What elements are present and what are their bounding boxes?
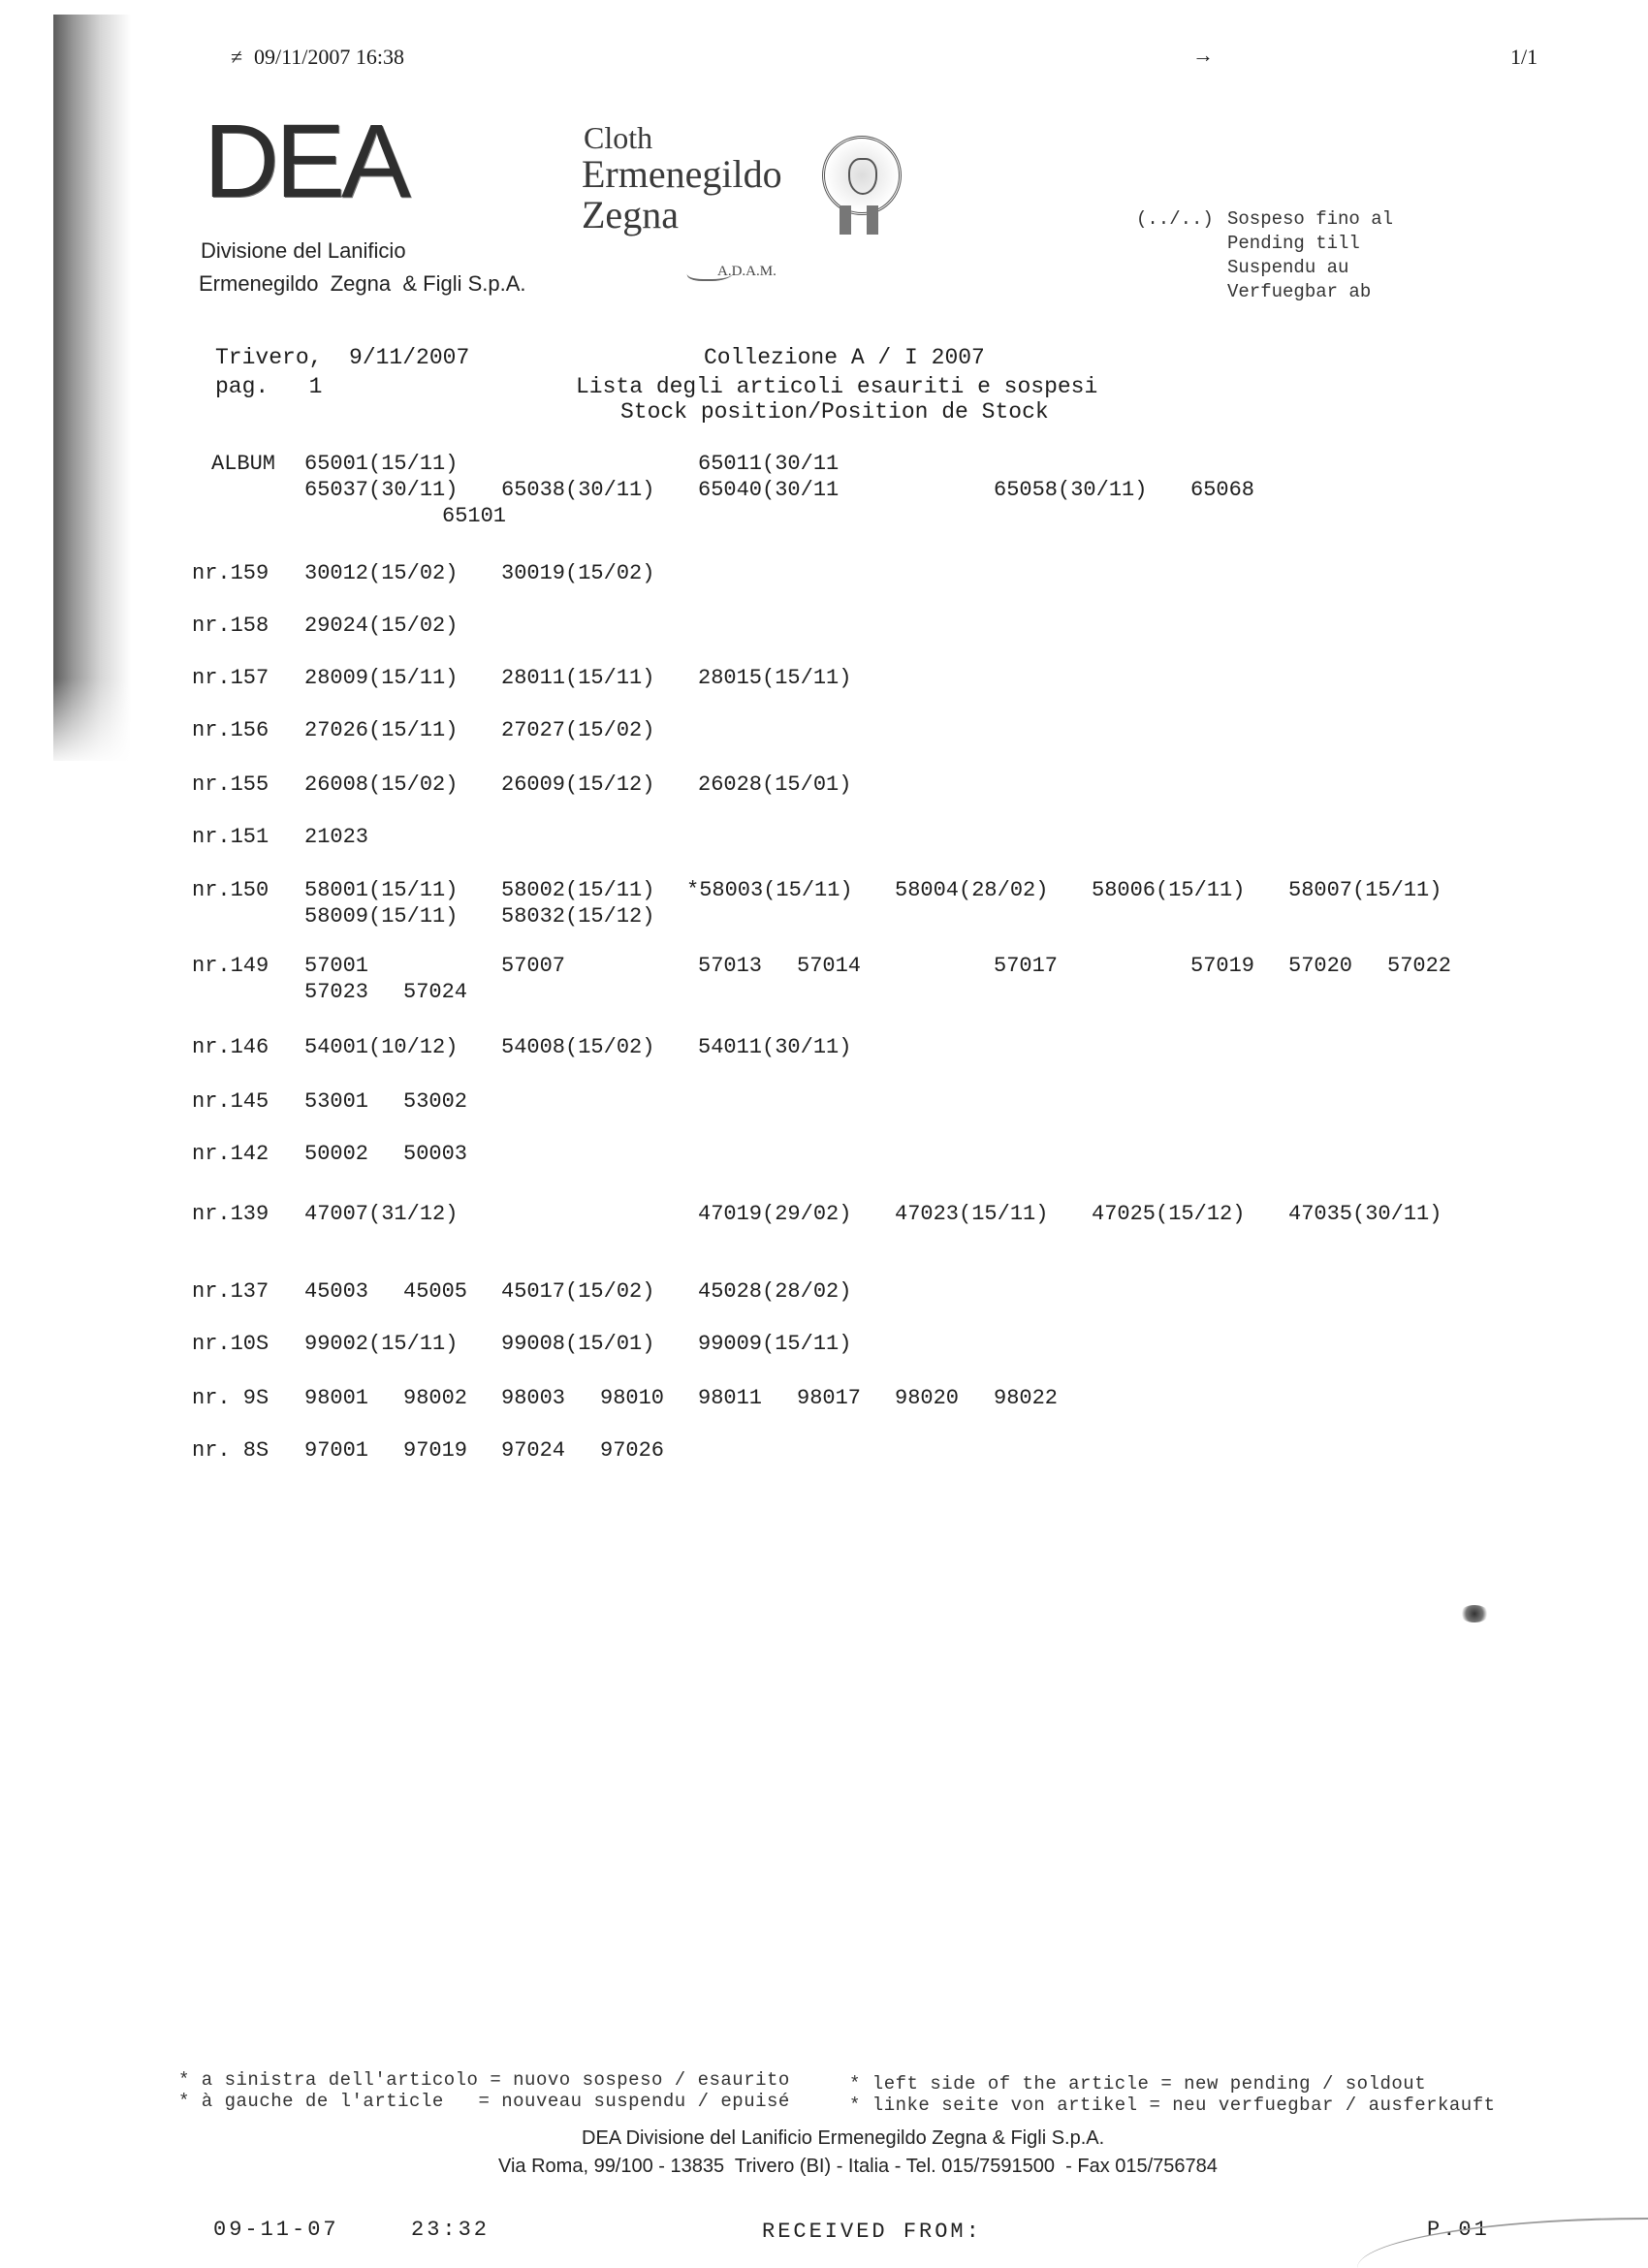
article-code: 57019 — [1190, 954, 1255, 978]
legend-line: Suspendu au — [1227, 257, 1349, 278]
article-code: 45003 — [304, 1279, 369, 1304]
row-label: nr.151 — [192, 825, 269, 849]
row-label: nr.150 — [192, 878, 269, 902]
fax-footer-date: 09-11-07 — [213, 2218, 339, 2242]
article-code: 47019(29/02) — [698, 1202, 852, 1226]
row-label: nr.137 — [192, 1279, 269, 1304]
article-code: 54008(15/02) — [501, 1035, 655, 1059]
article-code: 45028(28/02) — [698, 1279, 852, 1304]
ink-smudge — [1460, 1605, 1489, 1622]
article-code: 98020 — [895, 1386, 960, 1410]
article-code: 27027(15/02) — [501, 718, 655, 742]
article-code: 65001(15/11) — [304, 452, 459, 476]
dea-logo: DEA — [204, 102, 408, 219]
article-code: 47023(15/11) — [895, 1202, 1049, 1226]
article-code: 65038(30/11) — [501, 478, 655, 502]
article-code: 58002(15/11) — [501, 878, 655, 902]
article-code: 30012(15/02) — [304, 561, 459, 585]
zegna-seal-icon — [822, 136, 902, 215]
article-code: 58001(15/11) — [304, 878, 459, 902]
article-code: 28011(15/11) — [501, 666, 655, 690]
article-code: 27026(15/11) — [304, 718, 459, 742]
article-code: 57023 — [304, 980, 369, 1004]
scan-shadow — [53, 15, 131, 761]
article-code: 98002 — [403, 1386, 468, 1410]
article-code: 57013 — [698, 954, 763, 978]
arrow-icon: → — [1192, 43, 1214, 67]
fax-footer-time: 23:32 — [411, 2218, 491, 2242]
row-label: nr.158 — [192, 614, 269, 638]
place-date: Trivero, 9/11/2007 — [215, 345, 470, 370]
legend-marker: (../..) — [1136, 208, 1214, 230]
article-code: 26028(15/01) — [698, 772, 852, 797]
footnote: * linke seite von artikel = neu verfuegbar / ausferkauft — [849, 2095, 1496, 2116]
legend-line: Sospeso fino al — [1227, 208, 1394, 230]
article-code: 57024 — [403, 980, 468, 1004]
article-code: 65037(30/11) — [304, 478, 459, 502]
seal-ribbon-icon — [840, 205, 878, 235]
row-label: nr.139 — [192, 1202, 269, 1226]
zegna-line-ermenegildo: Ermenegildo — [582, 152, 782, 196]
article-code: 57007 — [501, 954, 566, 978]
fax-mark: ≠ — [231, 45, 243, 69]
article-code: 57017 — [994, 954, 1059, 978]
article-code: 45005 — [403, 1279, 468, 1304]
article-code: *58003(15/11) — [686, 878, 853, 902]
article-code: 26008(15/02) — [304, 772, 459, 797]
legend-line: Verfuegbar ab — [1227, 281, 1372, 302]
article-code: 57014 — [797, 954, 862, 978]
article-code: 57022 — [1387, 954, 1452, 978]
row-label: ALBUM — [211, 452, 276, 476]
article-code: 45017(15/02) — [501, 1279, 655, 1304]
article-code: 65040(30/11 — [698, 478, 840, 502]
article-code: 58006(15/11) — [1092, 878, 1246, 902]
company-name: DEA Divisione del Lanificio Ermenegildo Zegna & Figli S.p.A. — [582, 2127, 1105, 2149]
dea-subtitle-line2: Ermenegildo Zegna & Figli S.p.A. — [199, 271, 526, 296]
dea-subtitle-line1: Divisione del Lanificio — [201, 238, 406, 263]
article-code: 58009(15/11) — [304, 904, 459, 929]
row-label: nr.157 — [192, 666, 269, 690]
article-code: 50003 — [403, 1142, 468, 1166]
row-label: nr.142 — [192, 1142, 269, 1166]
article-code: 47025(15/12) — [1092, 1202, 1246, 1226]
article-code: 30019(15/02) — [501, 561, 655, 585]
article-code: 97024 — [501, 1438, 566, 1463]
article-code: 99002(15/11) — [304, 1332, 459, 1356]
zegna-line-cloth: Cloth — [584, 120, 653, 155]
article-code: 97026 — [600, 1438, 665, 1463]
article-code: 98003 — [501, 1386, 566, 1410]
article-code: 21023 — [304, 825, 369, 849]
row-label: nr.145 — [192, 1089, 269, 1114]
article-code: 97001 — [304, 1438, 369, 1463]
article-code: 58004(28/02) — [895, 878, 1049, 902]
received-from: RECEIVED FROM: — [762, 2220, 982, 2244]
article-code: 58007(15/11) — [1288, 878, 1442, 902]
adam-mark: A.D.A.M. — [717, 264, 776, 279]
row-label: nr.10S — [192, 1332, 269, 1356]
list-subtitle: Stock position/Position de Stock — [620, 399, 1049, 425]
article-code: 54011(30/11) — [698, 1035, 852, 1059]
article-code: 28009(15/11) — [304, 666, 459, 690]
article-code: 28015(15/11) — [698, 666, 852, 690]
footnote: * à gauche de l'article = nouveau suspendu / epuisé — [178, 2091, 790, 2112]
article-code: 98010 — [600, 1386, 665, 1410]
row-label: nr. 9S — [192, 1386, 269, 1410]
article-code: 65011(30/11 — [698, 452, 840, 476]
article-code: 65068 — [1190, 478, 1255, 502]
article-code: 54001(10/12) — [304, 1035, 459, 1059]
footnote: * a sinistra dell'articolo = nuovo sospeso / esaurito — [178, 2069, 790, 2091]
article-code: 58032(15/12) — [501, 904, 655, 929]
fax-footer-page: P.01 — [1427, 2218, 1490, 2242]
article-code: 47035(30/11) — [1288, 1202, 1442, 1226]
row-label: nr.146 — [192, 1035, 269, 1059]
article-code: 98017 — [797, 1386, 862, 1410]
fax-datetime: 09/11/2007 16:38 — [254, 45, 405, 69]
row-label: nr.156 — [192, 718, 269, 742]
article-code: 47007(31/12) — [304, 1202, 459, 1226]
article-code: 53001 — [304, 1089, 369, 1114]
row-label: nr.155 — [192, 772, 269, 797]
article-code: 98011 — [698, 1386, 763, 1410]
article-code: 99008(15/01) — [501, 1332, 655, 1356]
article-code: 57020 — [1288, 954, 1353, 978]
fax-page: 1/1 — [1510, 45, 1538, 69]
scan-shadow-fade — [53, 678, 131, 766]
zegna-line-zegna: Zegna — [582, 193, 679, 236]
collection-title: Collezione A / I 2007 — [704, 345, 985, 370]
article-code: 57001 — [304, 954, 369, 978]
legend-line: Pending till — [1227, 233, 1360, 254]
article-code: 98001 — [304, 1386, 369, 1410]
article-code: 99009(15/11) — [698, 1332, 852, 1356]
company-address: Via Roma, 99/100 - 13835 Trivero (BI) - Italia - Tel. 015/7591500 - Fax 015/756784 — [498, 2156, 1218, 2177]
page-curl — [1357, 2218, 1648, 2268]
article-code: 65058(30/11) — [994, 478, 1148, 502]
article-code: 26009(15/12) — [501, 772, 655, 797]
article-code: 97019 — [403, 1438, 468, 1463]
article-code: 53002 — [403, 1089, 468, 1114]
article-code: 98022 — [994, 1386, 1059, 1410]
row-label: nr.159 — [192, 561, 269, 585]
footnote: * left side of the article = new pending / soldout — [849, 2073, 1427, 2095]
list-title: Lista degli articoli esauriti e sospesi — [576, 374, 1098, 399]
row-label: nr. 8S — [192, 1438, 269, 1463]
article-code: 29024(15/02) — [304, 614, 459, 638]
page-number: pag. 1 — [215, 374, 323, 399]
article-code: 65101 — [442, 504, 507, 528]
article-code: 50002 — [304, 1142, 369, 1166]
row-label: nr.149 — [192, 954, 269, 978]
